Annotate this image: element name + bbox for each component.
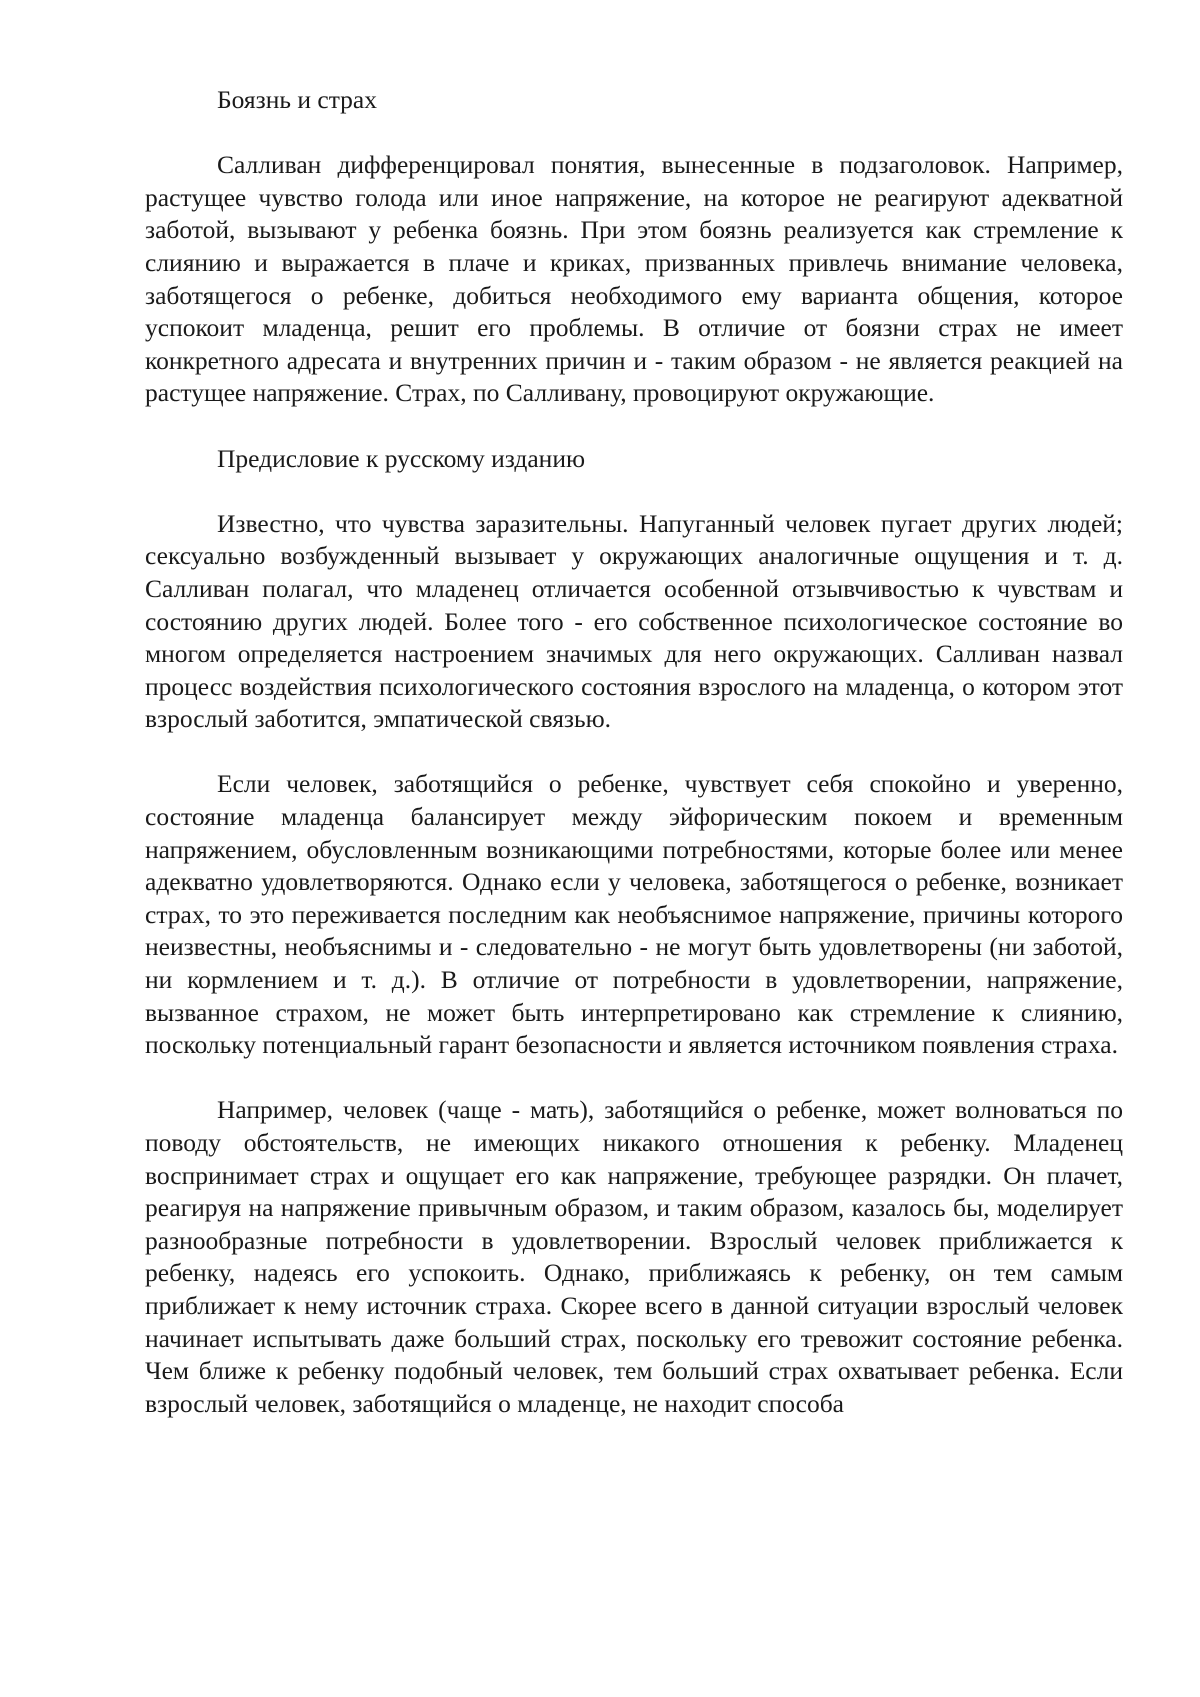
document-page	[145, 84, 1123, 1420]
paragraph: Если человек, заботящийся о ребенке, чувствует себя спокойно и уверенно, состояние младенца балансирует между эйфорическим покоем и временным напряжением, обусловленным возникающими потребностями, которые более или менее адекватно удовлетворяются. Однако если у человека, заботящегося о ребенке, возникает страх, то это переживается последним как необъяснимое напряжение, причины которого неизвестны, необъяснимы и - следовательно - не могут быть удовлетворены (ни заботой, ни кормлением и т. д.). В отличие от потребности в удовлетворении, напряжение, вызванное страхом, не может быть интерпретировано как стремление к слиянию, поскольку потенциальный гарант безопасности и является источником появления страха.	[145, 769, 1123, 1060]
paragraph-gap	[145, 736, 1123, 769]
section-heading: Предисловие к русскому изданию	[217, 443, 586, 473]
paragraph: Например, человек (чаще - мать), заботящийся о ребенке, может волноваться по поводу обстоятельств, не имеющих никакого отношения к ребенку. Младенец воспринимает страх и ощущает его как напряжение, требующее разрядки. Он плачет, реагируя на напряжение привычным образом, и таким образом, казалось бы, моделирует разнообразные потребности в удовлетворении. Взрослый человек приближается к ребенку, надеясь его успокоить. Однако, приближаясь к ребенку, он тем самым приближает к нему источник страха. Скорее всего в данной ситуации взрослый человек начинает испытывать даже больший страх, поскольку его тревожит состояние ребенка. Чем ближе к ребенку подобный человек, тем больший страх охватывает ребенка. Если взрослый человек, заботящийся о младенце, не находит способа	[145, 1095, 1123, 1418]
section-heading: Боязнь и страх	[217, 85, 377, 114]
paragraph-gap	[145, 1062, 1123, 1095]
paragraph-gap	[145, 410, 1123, 443]
paragraph-gap	[145, 475, 1123, 508]
paragraph: Салливан дифференцировал понятия, вынесенные в подзаголовок. Например, растущее чувство голода или иное напряжение, на которое не реагируют адекватной заботой, вызывают у ребенка боязнь. При этом боязнь реализуется как стремление к слиянию и выражается в плаче и криках, призванных привлечь внимание человека, заботящегося о ребенке, добиться необходимого ему варианта общения, которое успокоит младенца, решит его проблемы. В отличие от боязни страх не имеет конкретного адресата и внутренних причин и - таким образом - не является реакцией на растущее напряжение. Страх, по Салливану, провоцируют окружающие.	[145, 150, 1123, 408]
paragraph-gap	[145, 117, 1123, 150]
paragraph: Известно, что чувства заразительны. Напуганный человек пугает других людей; сексуально возбужденный вызывает у окружающих аналогичные ощущения и т. д. Салливан полагал, что младенец отличается особенной отзывчивостью к чувствам и состоянию других людей. Более того - его собственное психологическое состояние во многом определяется настроением значимых для него окружающих. Салливан назвал процесс воздействия психологического состояния взрослого на младенца, о котором этот взрослый заботится, эмпатической связью.	[145, 508, 1123, 734]
